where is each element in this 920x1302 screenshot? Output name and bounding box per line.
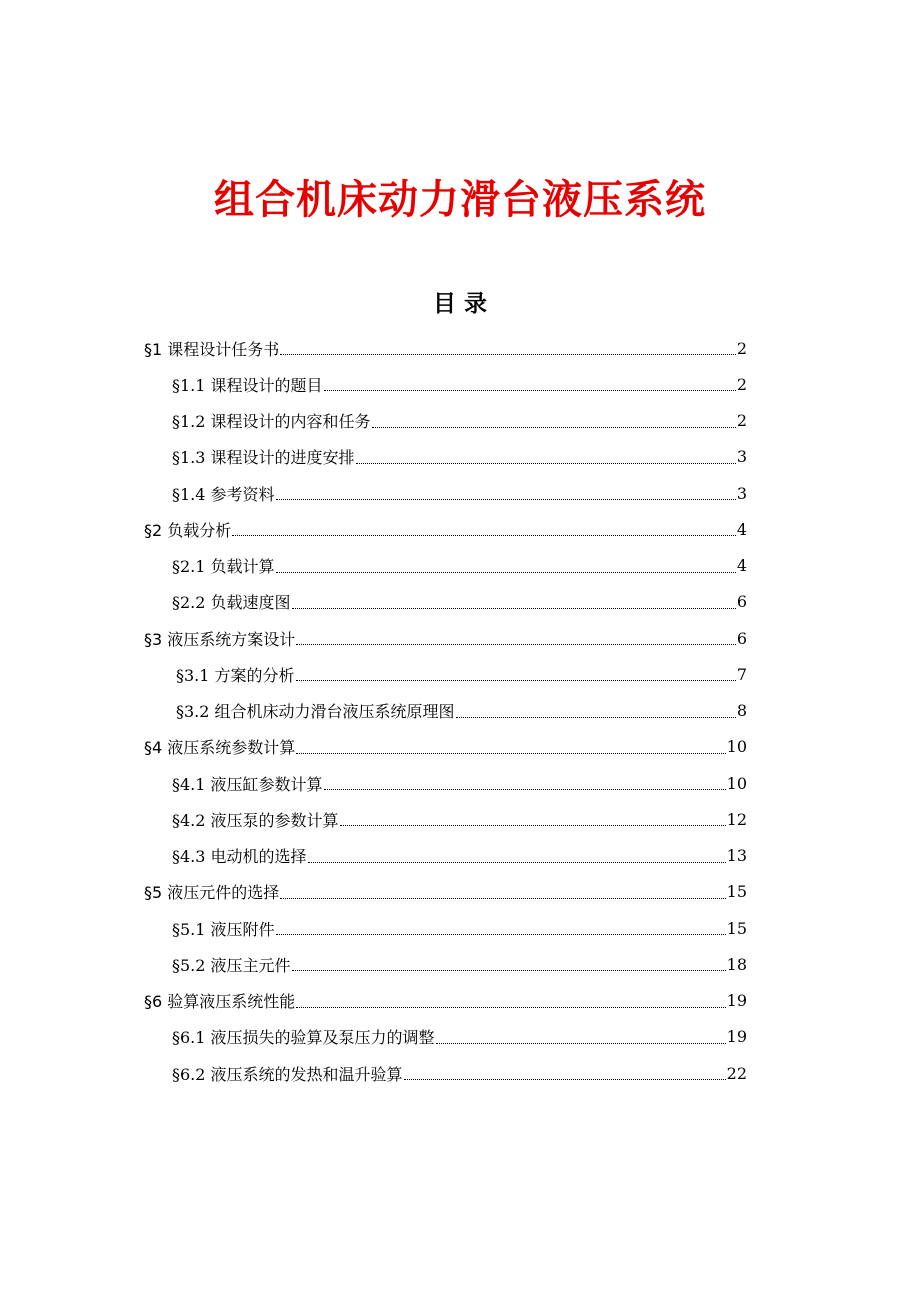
toc-entry[interactable] [144, 874, 747, 910]
toc-entry-page-number: 8 [736, 701, 747, 720]
toc-dot-leader [308, 852, 726, 863]
toc-entry-page-number: 4 [736, 556, 747, 575]
toc-dot-leader [372, 417, 736, 428]
toc-dot-leader [404, 1069, 726, 1080]
toc-entry[interactable] [176, 656, 747, 692]
toc-entry-page-number: 19 [726, 1027, 747, 1047]
toc-entry-label: §6.1 液压损失的验算及泵压力的调整 [172, 1028, 435, 1048]
toc-entry-label: §4.3 电动机的选择 [172, 847, 307, 866]
toc-dot-leader [296, 743, 725, 754]
toc-entry-page-number: 2 [736, 374, 747, 394]
toc-entry-page-number: 4 [736, 519, 747, 539]
toc-entry[interactable] [144, 330, 747, 366]
toc-entry-page-number: 18 [726, 954, 747, 974]
toc-entry[interactable] [144, 511, 747, 547]
toc-dot-leader [276, 924, 726, 935]
toc-entry[interactable] [172, 439, 747, 475]
toc-entry[interactable] [144, 620, 747, 656]
toc-dot-leader [324, 380, 736, 391]
toc-entry-page-number: 7 [736, 664, 747, 684]
toc-entry-page-number: 6 [736, 592, 747, 612]
toc-dot-leader [324, 779, 726, 790]
toc-entry[interactable] [144, 983, 747, 1019]
toc-entry-page-number: 12 [726, 809, 747, 829]
toc-entry[interactable] [172, 366, 747, 402]
toc-entry-label: §2.2 负载速度图 [172, 593, 291, 613]
document-title: 组合机床动力滑台液压系统 [214, 176, 706, 223]
toc-entry-label: §5 液压元件的选择 [144, 883, 280, 903]
toc-entry[interactable] [172, 475, 747, 511]
toc-entry-page-number: 3 [736, 447, 747, 467]
toc-entry[interactable] [172, 548, 747, 584]
toc-entry-page-number: 19 [726, 991, 747, 1010]
toc-entry-label: §6.2 液压系统的发热和温升验算 [172, 1064, 403, 1084]
toc-dot-leader [276, 562, 736, 573]
toc-entry-page-number: 10 [726, 737, 747, 757]
toc-entry[interactable] [172, 1019, 747, 1055]
toc-dot-leader [296, 670, 736, 681]
toc-entry-label: §3 液压系统方案设计 [144, 629, 296, 649]
toc-entry-label: §1.4 参考资料 [172, 484, 275, 504]
toc-dot-leader [340, 815, 726, 826]
toc-entry[interactable] [172, 910, 747, 946]
toc-entry-page-number: 10 [726, 773, 747, 793]
toc-dot-leader [276, 489, 736, 500]
toc-entry-label: §2 负载分析 [144, 520, 232, 540]
toc-entry-page-number: 15 [726, 882, 747, 902]
toc-entry-page-number: 13 [726, 846, 747, 865]
toc-dot-leader [436, 1033, 726, 1044]
toc-dot-leader [356, 453, 736, 464]
toc-entry[interactable] [172, 838, 747, 874]
toc-entry-label: §1.2 课程设计的内容和任务 [172, 412, 371, 431]
toc-dot-leader [296, 997, 725, 1008]
toc-entry[interactable] [172, 584, 747, 620]
toc-entry-page-number: 3 [736, 483, 747, 503]
toc-entry-page-number: 22 [726, 1063, 747, 1083]
toc-entry-label: §2.1 负载计算 [172, 557, 275, 576]
toc-entry[interactable] [172, 403, 747, 439]
toc-entry-label: §1 课程设计任务书 [144, 339, 280, 359]
toc-entry[interactable] [144, 729, 747, 765]
toc-entry-page-number: 6 [736, 628, 747, 648]
toc-entry[interactable] [172, 946, 747, 982]
toc-entry-label: §4.2 液压泵的参数计算 [172, 810, 339, 830]
toc-entry-page-number: 2 [736, 338, 747, 358]
toc-dot-leader [280, 344, 736, 355]
toc-dot-leader [292, 598, 736, 609]
toc-entry-label: §1.3 课程设计的进度安排 [172, 448, 355, 468]
toc-entry[interactable] [172, 1055, 747, 1091]
toc-dot-leader [292, 960, 726, 971]
toc-entry-label: §3.2 组合机床动力滑台液压系统原理图 [176, 702, 455, 721]
toc-heading: 目 录 [432, 291, 487, 317]
toc-entry-label: §5.2 液压主元件 [172, 955, 291, 975]
toc-dot-leader [296, 634, 736, 645]
toc-entry[interactable] [172, 801, 747, 837]
toc-entry-label: §4.1 液压缸参数计算 [172, 774, 323, 794]
toc-entry-label: §5.1 液压附件 [172, 919, 275, 939]
toc-entry-page-number: 15 [726, 918, 747, 938]
toc-entry[interactable] [172, 765, 747, 801]
toc-entry-label: §3.1 方案的分析 [176, 665, 295, 685]
toc-entry-page-number: 2 [736, 411, 747, 430]
toc-dot-leader [280, 888, 725, 899]
toc-dot-leader [456, 707, 736, 718]
toc-entry-label: §4 液压系统参数计算 [144, 738, 296, 758]
toc-entry-label: §6 验算液压系统性能 [144, 992, 296, 1011]
toc-entry-label: §1.1 课程设计的题目 [172, 375, 323, 395]
toc-entry[interactable] [176, 693, 747, 729]
toc-dot-leader [232, 525, 736, 536]
